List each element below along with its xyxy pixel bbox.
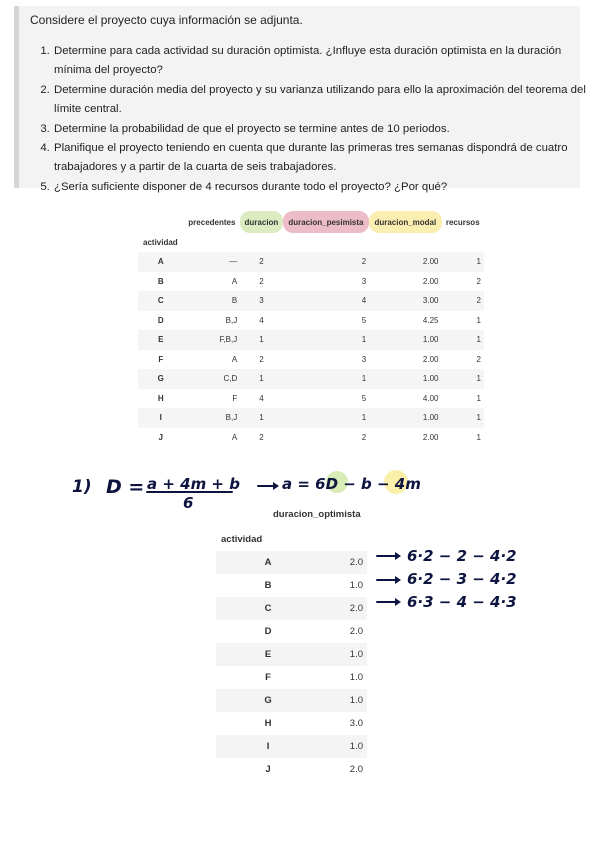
table-cell: 4.25: [422, 315, 439, 325]
table-cell: 1: [476, 432, 481, 442]
arrow-icon: [377, 552, 401, 560]
row-label: H: [264, 718, 272, 729]
table-cell: 1: [240, 369, 282, 389]
table-cell: —: [184, 252, 241, 272]
table-cell: 2.0: [320, 597, 367, 620]
table-cell: 1.00: [369, 330, 441, 350]
table-cell: 1: [442, 369, 485, 389]
table-cell: 2.00: [422, 276, 439, 286]
table-cell: 1.0: [320, 689, 367, 712]
table-cell: 1: [240, 330, 282, 350]
table-cell: 2: [476, 354, 481, 364]
formula-lhs: D =: [106, 476, 145, 498]
table-cell: 3: [361, 354, 367, 364]
table-cell: 3.0: [349, 718, 363, 729]
table-cell: 4: [259, 315, 264, 325]
table-cell: B: [184, 291, 241, 311]
table-cell: 1.0: [349, 672, 363, 683]
intro-text: Considere el proyecto cuya información se adjunta.: [30, 13, 303, 27]
row-label: F: [265, 672, 271, 683]
table-cell: 1.0: [349, 580, 363, 591]
row-label: A: [216, 551, 320, 574]
step-label: 1): [72, 477, 92, 497]
col-recursos: recursos: [445, 217, 480, 227]
task-item: 1. Determine para cada actividad su duración optimista. ¿Influye esta duración optimista en la duración mínima del proyecto?: [53, 42, 598, 81]
index-label: actividad: [143, 238, 178, 247]
row-label: I: [216, 735, 320, 758]
table-cell: 1: [283, 330, 370, 350]
table-cell: 5: [361, 393, 367, 403]
row-label: J: [265, 764, 271, 775]
table-cell: 2.00: [369, 252, 441, 272]
table-cell: 5: [361, 315, 367, 325]
table-cell: 2: [361, 432, 367, 442]
table-cell: B,J: [225, 315, 238, 325]
table-cell: 4.00: [422, 393, 439, 403]
table-cell: 1: [476, 393, 481, 403]
task-item: 2. Determine duración media del proyecto y su varianza utilizando para ello la aproximación del teorema del límite central.: [53, 81, 598, 120]
table-cell: 3.00: [369, 291, 441, 311]
rearranged-formula: a = 6D − b − 4m: [282, 475, 421, 493]
table-cell: 2: [259, 276, 264, 286]
arrow-icon: [377, 598, 401, 606]
col-precedentes: precedentes: [188, 217, 236, 227]
calc-c: 6·3 − 4 − 4·3: [407, 593, 517, 611]
row-label: G: [216, 689, 320, 712]
table-cell: 2: [240, 252, 282, 272]
table-cell: 4: [259, 393, 264, 403]
row-label: D: [264, 626, 272, 637]
table-cell: 1.0: [320, 643, 367, 666]
calc-b: 6·2 − 3 − 4·2: [407, 570, 517, 588]
table-cell: 1: [442, 408, 485, 428]
row-label: E: [216, 643, 320, 666]
col-duracion-optimista: duracion_optimista: [273, 508, 361, 520]
row-label: H: [157, 393, 164, 403]
table-cell: 4: [283, 291, 370, 311]
table-cell: B,J: [184, 408, 241, 428]
table-cell: 3: [361, 276, 367, 286]
row-label: E: [138, 330, 184, 350]
table-cell: F,B,J: [184, 330, 241, 350]
row-label: C: [216, 597, 320, 620]
row-label: C: [138, 291, 184, 311]
calc-a: 6·2 − 2 − 4·2: [407, 547, 517, 565]
col-duracion-modal: duracion_modal: [369, 211, 441, 233]
table-cell: 2: [476, 276, 481, 286]
row-label: B: [264, 580, 272, 591]
table-cell: 1: [283, 369, 370, 389]
row-label: A: [138, 252, 184, 272]
table-cell: A: [231, 432, 238, 442]
table-cell: 1: [442, 252, 485, 272]
table-cell: 1: [442, 330, 485, 350]
formula-denominator: 6: [183, 494, 194, 512]
table-cell: 1.0: [320, 735, 367, 758]
table-cell: 2.00: [422, 432, 439, 442]
row-label: J: [158, 432, 163, 442]
table-cell: A: [231, 354, 238, 364]
col-duracion: duracion: [240, 211, 282, 233]
index-label: actividad: [221, 533, 263, 545]
table-cell: 1.00: [369, 408, 441, 428]
col-duracion-pesimista: duracion_pesimista: [283, 211, 370, 233]
table-cell: 1: [476, 315, 481, 325]
table-cell: C,D: [184, 369, 241, 389]
formula-numerator: a + 4m + b: [147, 475, 240, 493]
table-cell: F: [232, 393, 238, 403]
row-label: F: [158, 354, 164, 364]
table-cell: A: [231, 276, 238, 286]
table-cell: 2.00: [422, 354, 439, 364]
task-item: 4. Planifique el proyecto teniendo en cuenta que durante las primeras tres semanas dispondrá de cuatro trabajadores y a partir de la cuarta de seis trabajadores.: [53, 139, 598, 178]
row-label: D: [157, 315, 164, 325]
table-cell: 1.00: [369, 369, 441, 389]
table-cell: 2: [442, 291, 485, 311]
row-label: G: [138, 369, 184, 389]
table-cell: 2.0: [320, 551, 367, 574]
task-item: 5. ¿Sería suficiente disponer de 4 recursos durante todo el proyecto? ¿Por qué?: [53, 178, 598, 197]
arrow-icon: [377, 576, 401, 584]
table-cell: 2.0: [349, 764, 363, 775]
task-item: 3. Determine la probabilidad de que el proyecto se termine antes de 10 periodos.: [53, 120, 598, 139]
table-cell: 2: [283, 252, 370, 272]
table-cell: 2: [259, 354, 264, 364]
row-label: B: [157, 276, 164, 286]
table-cell: 1: [283, 408, 370, 428]
table-cell: 3: [240, 291, 282, 311]
table-cell: 2: [259, 432, 264, 442]
arrow-icon: [258, 482, 279, 490]
table-cell: 2.0: [349, 626, 363, 637]
row-label: I: [138, 408, 184, 428]
table-cell: 1: [240, 408, 282, 428]
